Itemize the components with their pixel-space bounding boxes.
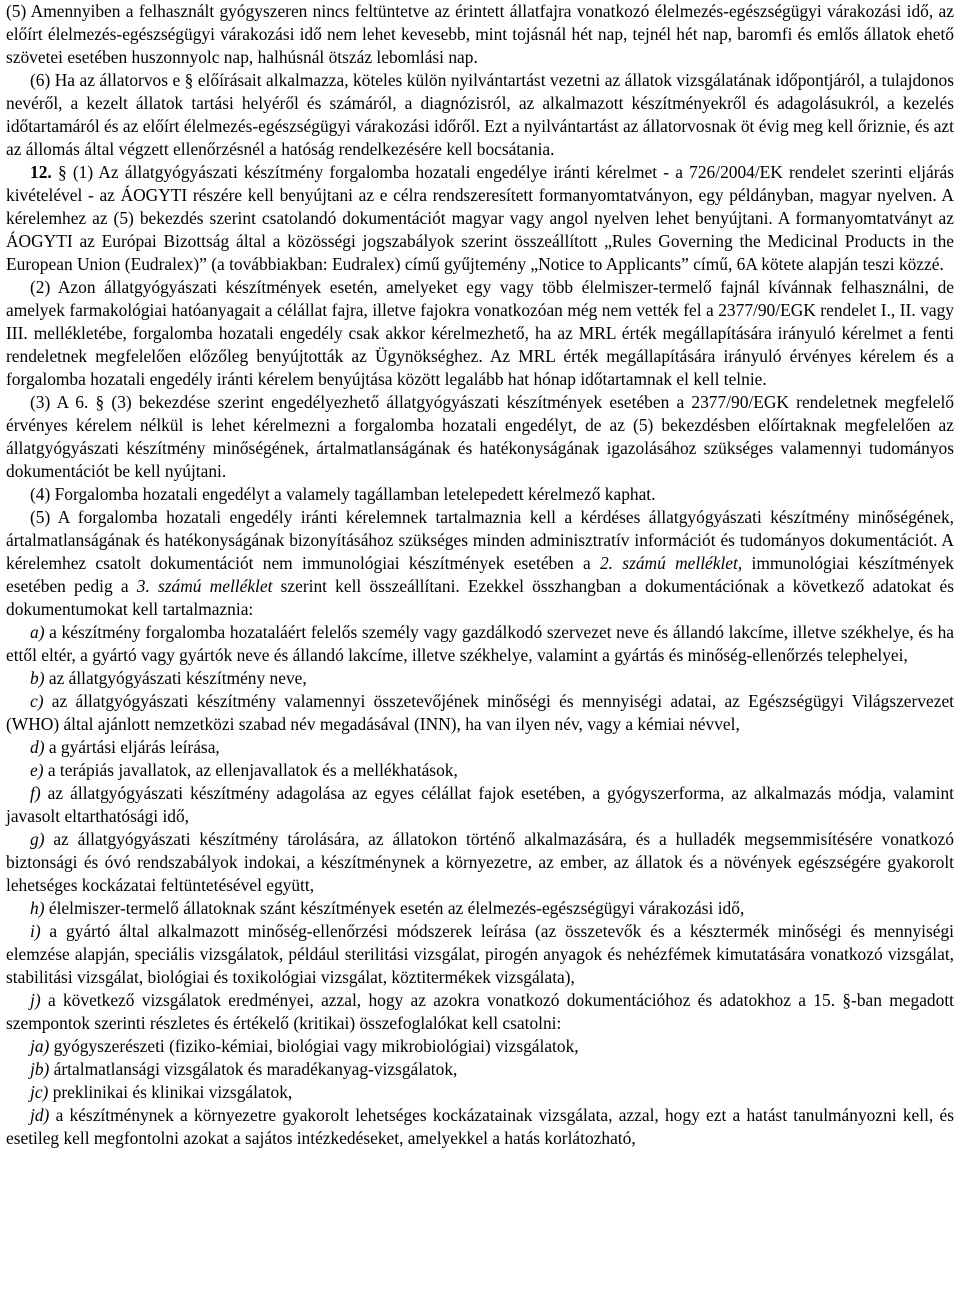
list-item-text: a gyártási eljárás leírása, (44, 737, 220, 757)
list-item-label: d) (30, 737, 45, 757)
annex-3-reference: 3. számú melléklet (136, 576, 273, 596)
list-item-text: az állatgyógyászati készítmény tárolására, az állatokon történő alkalmazására, és a hulladék megsemmisítésére vonatkozó biztonsági és óvó rendszabályok indokai, a készítménynek a környezetre, az ember, az állatok és a növények egészségére gyakorolt lehetséges kockázatai feltüntetésével együtt, (6, 829, 954, 895)
list-item-f (6, 782, 954, 828)
list-item-text: a készítmény forgalomba hozataláért felelős személy vagy gazdálkodó szervezet neve és állandó lakcíme, illetve székhelye, és ha ettől eltér, a gyártó vagy gyártók neve és állandó lakcíme, illetve székhelye, valamint a gyártás és minőség-ellenőrzés telephelyei, (6, 622, 954, 665)
list-item-label: g) (30, 829, 45, 849)
list-item-label: ja) (30, 1036, 50, 1056)
annex-2-reference: 2. számú melléklet, (599, 553, 743, 573)
p5-text-b: immunológiai készítmények esetében pedig a (6, 553, 954, 596)
list-item-label: c) (30, 691, 44, 711)
list-item-jc (6, 1081, 954, 1104)
list-item-label: h) (30, 898, 45, 918)
list-item-text: a készítménynek a környezetre gyakorolt lehetséges kockázatainak vizsgálata, azzal, hogy ezt a hatást tanulmányozni kell, és esetileg kell megfontolni azokat a sajátos intézkedéseket, amelyekkel a hatás korlátozható, (6, 1105, 954, 1148)
list-item-g (6, 828, 954, 897)
list-item-b (6, 667, 954, 690)
list-item-jb (6, 1058, 954, 1081)
list-item-label: f) (30, 783, 41, 803)
list-item-label: j) (30, 990, 41, 1010)
list-item-label: a) (30, 622, 45, 642)
list-item-d (6, 736, 954, 759)
section-12-paragraph-4: (4) Forgalomba hozatali engedélyt a valamely tagállamban letelepedett kérelmező kaphat. (30, 484, 656, 504)
list-item-jd (6, 1104, 954, 1150)
list-item-h (6, 897, 954, 920)
list-item-a (6, 621, 954, 667)
section-12-paragraph-1 (6, 161, 954, 276)
list-item-e (6, 759, 954, 782)
list-item-c (6, 690, 954, 736)
section-12-p1-text: § (1) Az állatgyógyászati készítmény forgalomba hozatali engedélye iránti kérelmet - a 726/2004/EK rendelet szerinti eljárás kivételével - az ÁOGYTI részére kell benyújtani az e célra rendszeresített formanyomtatványon, egy példányban, magyar nyelven. A kérelemhez az (5) bekezdés szerint csatolandó dokumentációt magyar vagy angol nyelven lehet benyújtani. A formanyomtatványt az ÁOGYTI az Európai Bizottság által a közösségi jogszabályok szerint összeállított „Rules Governing the Medicinal Products in the European Union (Eudralex)” (a továbbiakban: Eudralex) című gyűjtemény „Notice to Applicants” című, 6A kötete alapján teszi közzé. (6, 162, 954, 274)
section-number: 12. (30, 162, 52, 182)
list-item-label: b) (30, 668, 45, 688)
list-item-i (6, 920, 954, 989)
list-item-j (6, 989, 954, 1035)
paragraph-6-previous-section: (6) Ha az állatorvos e § előírásait alkalmazza, köteles külön nyilvántartást vezetni az állatok vizsgálatának időpontjáról, a tulajdonos nevéről, a kezelt állatok tartási helyéről és számáról, a diagnózisról, az alkalmazott készítményekről és adagolásukról, a kezelés időtartamáról és az előírt élelmezés-egészségügyi várakozási időről. Ezt a nyilvántartást az állatorvosnak öt évig meg kell őriznie, és azt az állomás által végzett ellenőrzésnél a hatóság rendelkezésére kell bocsátania. (6, 70, 954, 159)
list-item-label: jd) (30, 1105, 50, 1125)
list-item-text: az állatgyógyászati készítmény neve, (44, 668, 307, 688)
list-item-label: e) (30, 760, 44, 780)
section-12-paragraph-5 (6, 506, 954, 621)
list-item-text: a terápiás javallatok, az ellenjavallatok és a mellékhatások, (43, 760, 458, 780)
section-12-paragraph-3: (3) A 6. § (3) bekezdése szerint engedélyezhető állatgyógyászati készítmények esetében a 2377/90/EGK rendeletnek megfelelő érvényes kérelem nélkül is lehet kérelmezni a forgalomba hozatali engedélyt, de az (5) bekezdésben előírtaknak megfelelően az állatgyógyászati készítmény minőségének, ártalmatlanságának és hatékonyságának igazolásához szükséges valamennyi tudományos dokumentációt be kell nyújtani. (6, 392, 954, 481)
section-12-paragraph-2: (2) Azon állatgyógyászati készítmények esetén, amelyeket egy vagy több élelmiszer-termelő fajnál kívánnak felhasználni, de amelyek farmakológiai hatóanyagait a célállat fajra, illetve fajokra vonatkozóan még nem vették fel a 2377/90/EGK rendelet I., II. vagy III. mellékletébe, forgalomba hozatali engedély csak akkor kérelmezhető, ha az MRL érték megállapítására irányuló kérelmet a fenti rendeletnek megfelelően előzőleg benyújtották az Ügynökséghez. Az MRL érték megállapítására irányuló érvényes kérelem és a forgalomba hozatali engedély iránti kérelem benyújtása között legalább hat hónap időtartamnak el kell telnie. (6, 277, 954, 389)
list-item-ja (6, 1035, 954, 1058)
p5-text-c: szerint kell összeállítani. Ezekkel összhangban a dokumentációnak a következő adatokat és dokumentumokat kell tartalmaznia: (6, 576, 955, 619)
list-item-label: jb) (30, 1059, 50, 1079)
list-item-text: ártalmatlansági vizsgálatok és maradékanyag-vizsgálatok, (49, 1059, 458, 1079)
list-item-text: az állatgyógyászati készítmény valamennyi összetevőjének minőségi és mennyiségi adatai, az Egészségügyi Világszervezet (WHO) által ajánlott nemzetközi szabad név megadásával (INN), ha van ilyen név, vagy a kémiai névvel, (6, 691, 954, 734)
list-item-text: az állatgyógyászati készítmény adagolása az egyes célállat fajok esetében, a gyógyszerforma, az alkalmazás módja, valamint javasolt eltarthatósági idő, (6, 783, 954, 826)
list-item-text: a következő vizsgálatok eredményei, azzal, hogy az azokra vonatkozó dokumentációhoz és adatokhoz a 15. §-ban megadott szempontok szerinti részletes és értékelő (kritikai) összefoglalókat kell csatolni: (6, 990, 954, 1033)
list-item-label: jc) (30, 1082, 49, 1102)
list-item-text: preklinikai és klinikai vizsgálatok, (48, 1082, 293, 1102)
list-item-text: a gyártó által alkalmazott minőség-ellenőrzési módszerek leírása (az összetevők és a késztermék minőségi és mennyiségi elemzése alapján, speciális vizsgálatok, például sterilitási vizsgálat, pirogén anyagok és nehézfémek kimutatására vonatkozó vizsgálat, stabilitási vizsgálat, biológiai és toxikológiai vizsgálat, köztitermékek vizsgálata), (6, 921, 954, 987)
list-item-label: i) (30, 921, 41, 941)
list-item-text: gyógyszerészeti (fiziko-kémiai, biológiai vagy mikrobiológiai) vizsgálatok, (49, 1036, 579, 1056)
paragraph-5-previous-section: (5) Amennyiben a felhasznált gyógyszeren nincs feltüntetve az érintett állatfajra vonatkozó élelmezés-egészségügyi várakozási idő, az előírt élelmezés-egészségügyi várakozási idő nem lehet kevesebb, mint tojásnál hét nap, tejnél hét nap, baromfi és emlős állatok ehető szövetei esetében huszonnyolc nap, halhúsnál ötszáz lebomlási nap. (6, 1, 954, 67)
list-item-text: élelmiszer-termelő állatoknak szánt készítmények esetén az élelmezés-egészségügyi várakozási idő, (44, 898, 745, 918)
p5-text-a: (5) A forgalomba hozatali engedély iránti kérelemnek tartalmaznia kell a kérdéses állatgyógyászati készítmény minőségének, ártalmatlanságának és hatékonyságának bizonyításához szükséges minden adminisztratív információt és tudományos dokumentációt. A kérelemhez csatolt dokumentációt nem immunológiai készítmények esetében a (6, 507, 954, 573)
